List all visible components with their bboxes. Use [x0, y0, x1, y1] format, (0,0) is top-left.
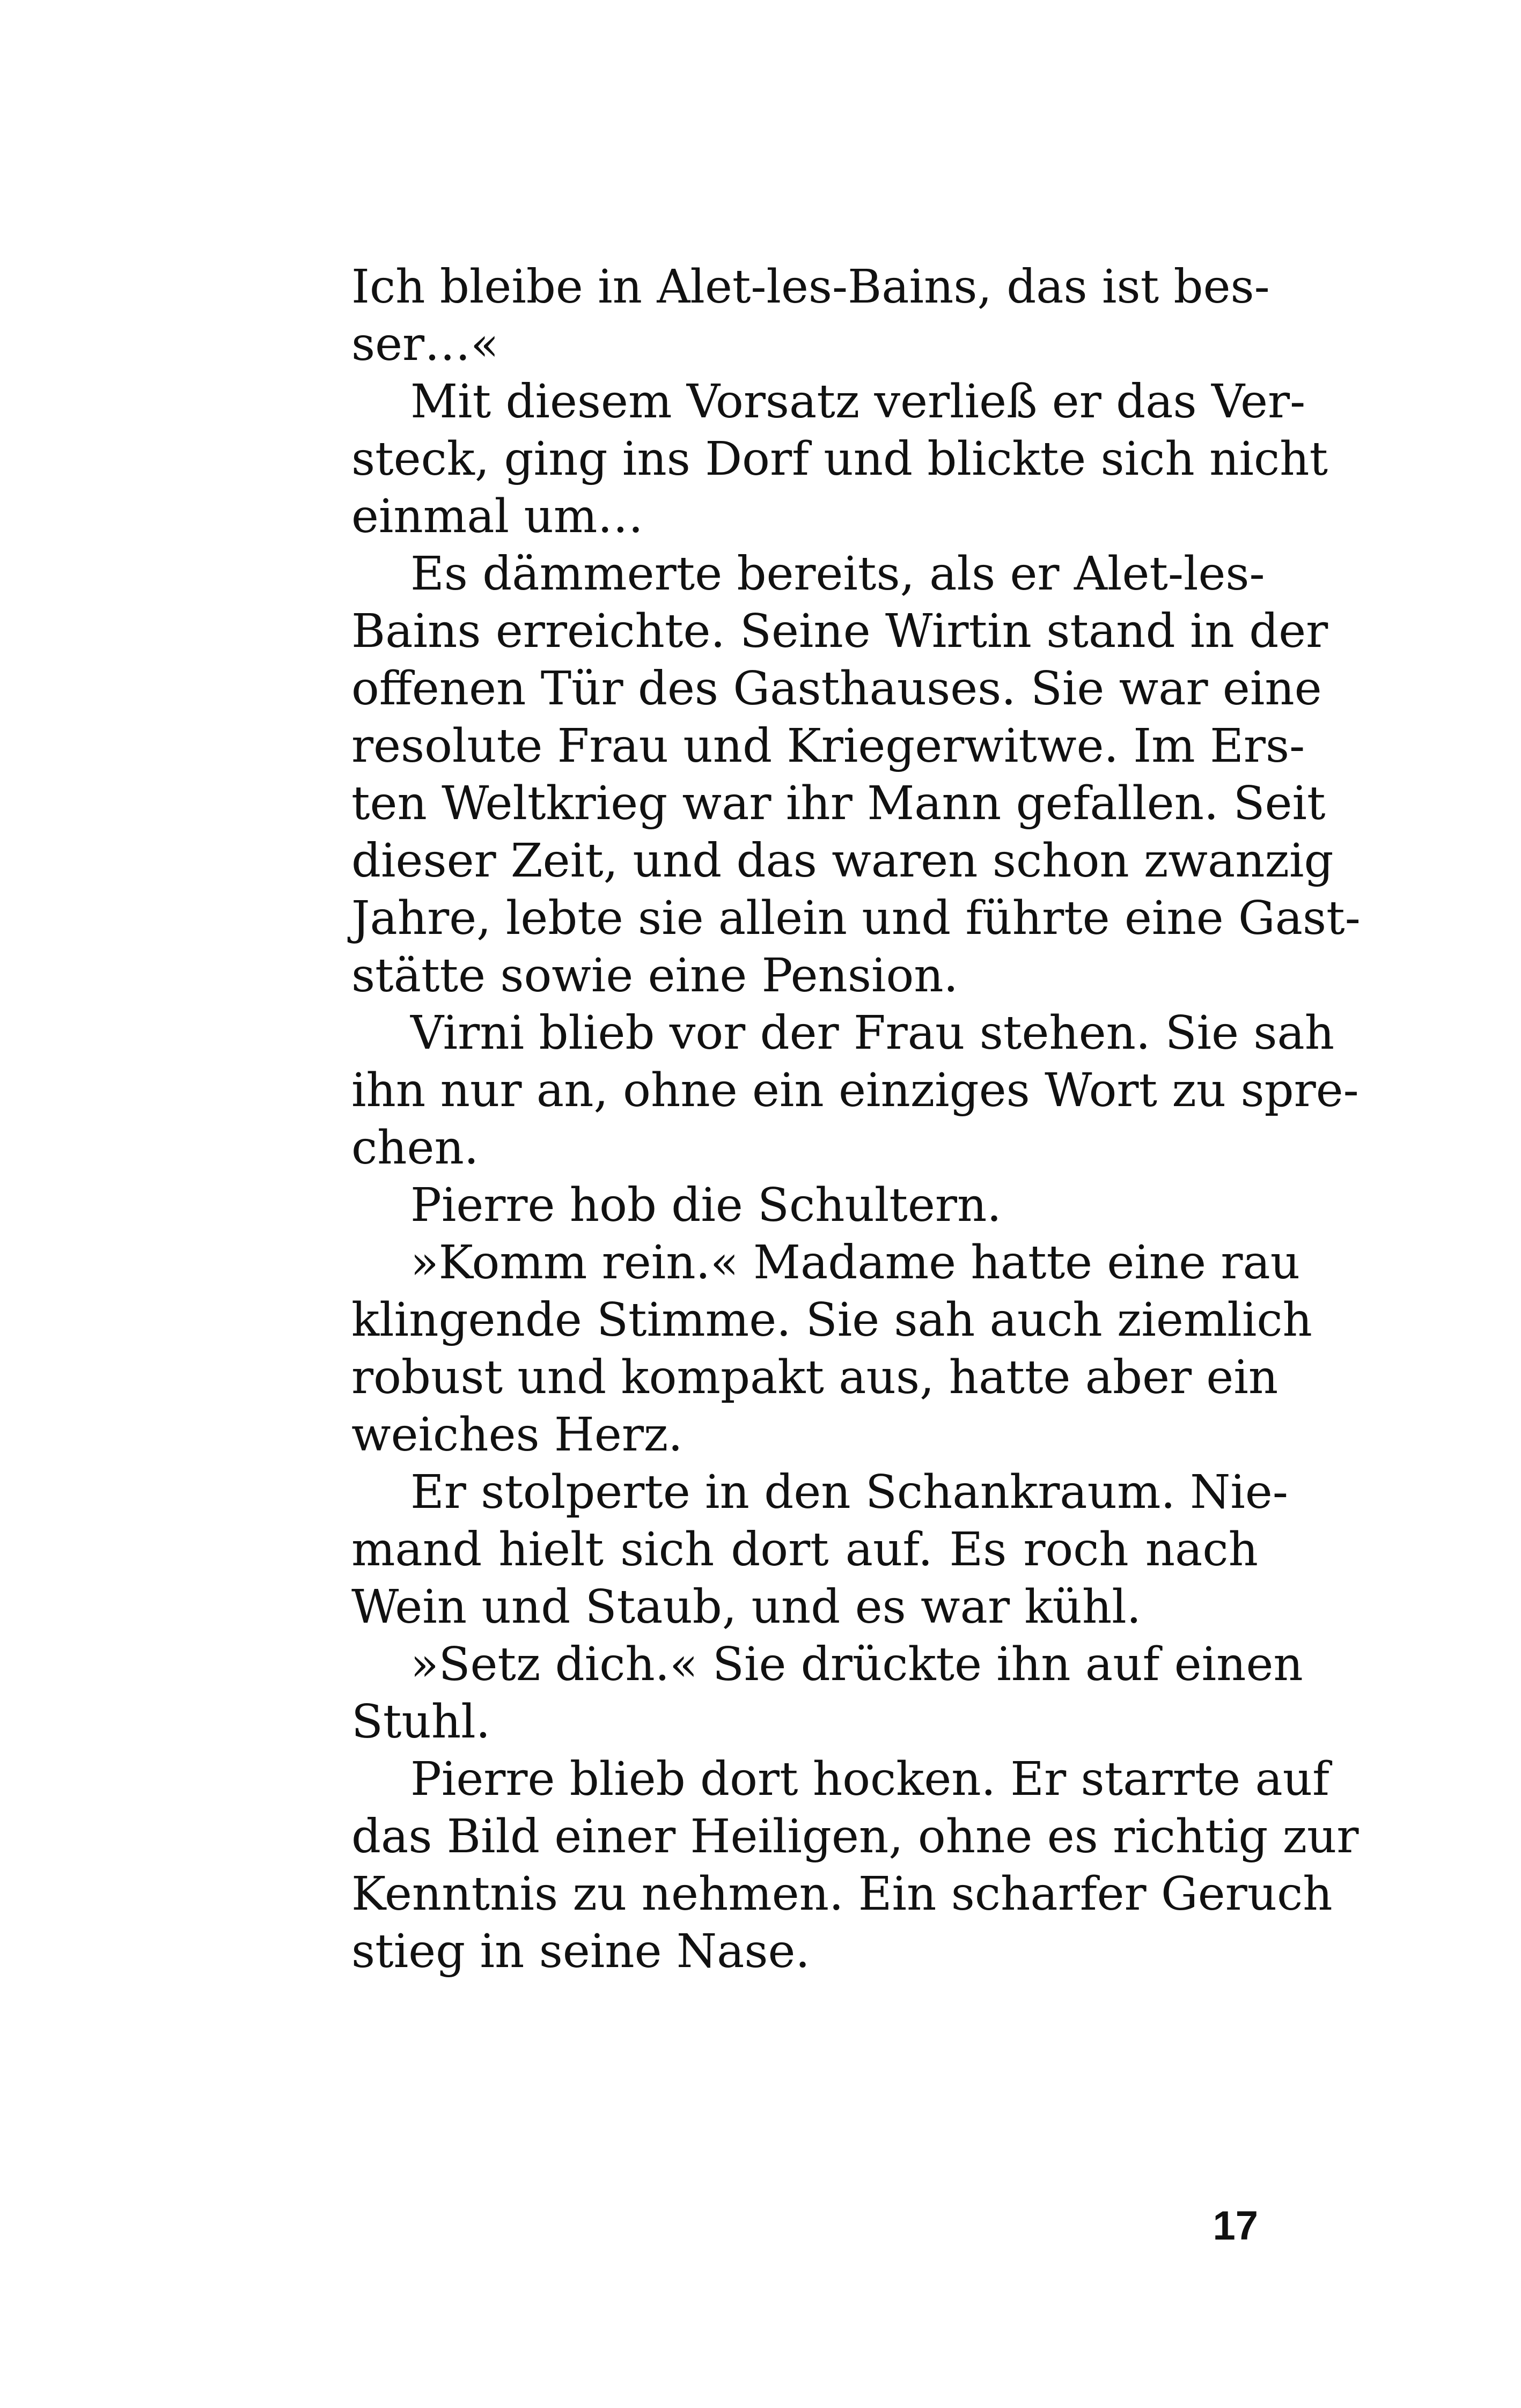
text-line: Stuhl.	[351, 1695, 491, 1749]
body-text	[351, 259, 1361, 1980]
text-line: Mit diesem Vorsatz verließ er das Ver-	[410, 375, 1306, 429]
text-line: »Setz dich.« Sie drückte ihn auf einen	[410, 1638, 1303, 1691]
text-line: ser…«	[351, 318, 499, 371]
text-line: offenen Tür des Gasthauses. Sie war eine	[351, 662, 1322, 716]
text-line: ihn nur an, ohne ein einziges Wort zu spre-	[351, 1064, 1359, 1117]
text-line: weiches Herz.	[351, 1408, 683, 1462]
text-line: resolute Frau und Kriegerwitwe. Im Ers-	[351, 719, 1305, 773]
text-line: Wein und Staub, und es war kühl.	[351, 1580, 1142, 1634]
text-line: ten Weltkrieg war ihr Mann gefallen. Seit	[351, 777, 1326, 830]
text-line: dieser Zeit, und das waren schon zwanzig	[351, 834, 1334, 888]
text-line: Pierre blieb dort hocken. Er starrte auf	[410, 1752, 1329, 1806]
text-line: Ich bleibe in Alet-les-Bains, das ist bes-	[351, 260, 1270, 314]
text-line: das Bild einer Heiligen, ohne es richtig zur	[351, 1810, 1359, 1864]
text-line: Kenntnis zu nehmen. Ein scharfer Geruch	[351, 1867, 1333, 1921]
text-line: Virni blieb vor der Frau stehen. Sie sah	[410, 1006, 1335, 1060]
text-line: »Komm rein.« Madame hatte eine rau	[410, 1236, 1300, 1290]
text-line: klingende Stimme. Sie sah auch ziemlich	[351, 1293, 1312, 1347]
text-line: Es dämmerte bereits, als er Alet-les-	[410, 547, 1265, 601]
text-line: stätte sowie eine Pension.	[351, 949, 959, 1003]
text-line: Pierre hob die Schultern.	[410, 1179, 1002, 1232]
text-line: Er stolperte in den Schankraum. Nie-	[410, 1466, 1288, 1519]
text-line: robust und kompakt aus, hatte aber ein	[351, 1351, 1278, 1404]
text-line: stieg in seine Nase.	[351, 1925, 810, 1978]
text-line: chen.	[351, 1121, 479, 1175]
text-line: einmal um…	[351, 490, 644, 543]
text-line: steck, ging ins Dorf und blickte sich nicht	[351, 432, 1328, 486]
text-line: Jahre, lebte sie allein und führte eine Gast-	[351, 892, 1361, 945]
text-line: mand hielt sich dort auf. Es roch nach	[351, 1523, 1258, 1577]
page-number: 17	[1213, 2203, 1258, 2249]
text-line: Bains erreichte. Seine Wirtin stand in der	[351, 605, 1328, 658]
